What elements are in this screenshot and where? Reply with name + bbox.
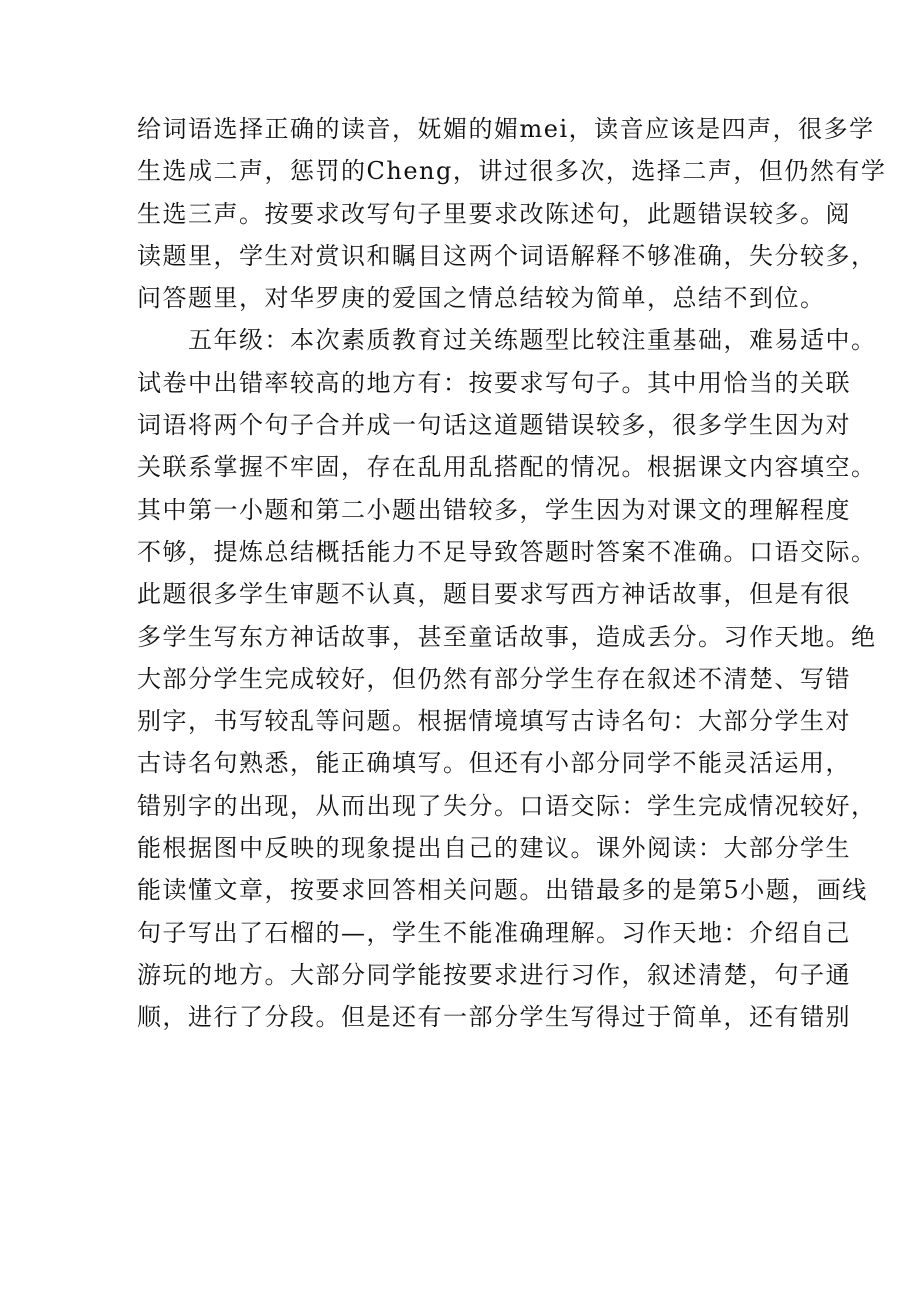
text-line: 读题里，学生对赏识和瞩目这两个词语解释不够准确，失分较多， <box>137 241 877 270</box>
text-line: 错别字的出现，从而出现了失分。口语交际：学生完成情况较好， <box>137 791 877 820</box>
text-line: 别字，书写较乱等问题。根据情境填写古诗名句：大部分学生对 <box>137 707 851 736</box>
text-line: 能读懂文章，按要求回答相关问题。出错最多的是第5小题，画线 <box>137 876 868 905</box>
text-line: 此题很多学生审题不认真，题目要求写西方神话故事，但是有很 <box>137 580 851 609</box>
text-line: 生选三声。按要求改写句子里要求改陈述句，此题错误较多。阅 <box>137 199 851 228</box>
text-line: 多学生写东方神话故事，甚至童话故事，造成丢分。习作天地。绝 <box>137 622 877 651</box>
paragraph-start-line: 五年级：本次素质教育过关练题型比较注重基础，难易适中。 <box>137 326 877 355</box>
text-line: 词语将两个句子合并成一句话这道题错误较多，很多学生因为对 <box>137 411 851 440</box>
text-line: 其中第一小题和第二小题出错较多，学生因为对课文的理解程度 <box>137 495 851 524</box>
text-line: 生选成二声，惩罚的Cheng，讲过很多次，选择二声，但仍然有学 <box>137 157 887 186</box>
text-line: 关联系掌握不牢固，存在乱用乱搭配的情况。根据课文内容填空。 <box>137 453 877 482</box>
text-line: 大部分学生完成较好，但仍然有部分学生存在叙述不清楚、写错 <box>137 664 851 693</box>
text-line: 不够，提炼总结概括能力不足导致答题时答案不准确。口语交际。 <box>137 537 877 566</box>
text-line: 能根据图中反映的现象提出自己的建议。课外阅读：大部分学生 <box>137 834 851 863</box>
text-line: 古诗名句熟悉，能正确填写。但还有小部分同学不能灵活运用， <box>137 749 851 778</box>
body-text <box>137 108 887 1039</box>
text-line: 试卷中出错率较高的地方有：按要求写句子。其中用恰当的关联 <box>137 368 851 397</box>
text-line: 句子写出了石榴的—，学生不能准确理解。习作天地：介绍自己 <box>137 918 851 947</box>
text-line: 游玩的地方。大部分同学能按要求进行习作，叙述清楚，句子通 <box>137 960 851 989</box>
text-line: 问答题里，对华罗庚的爱国之情总结较为简单，总结不到位。 <box>137 284 826 313</box>
text-line: 给词语选择正确的读音，妩媚的媚mei，读音应该是四声，很多学 <box>137 115 875 143</box>
text-line: 顺，进行了分段。但是还有一部分学生写得过于简单，还有错别 <box>137 1003 851 1032</box>
